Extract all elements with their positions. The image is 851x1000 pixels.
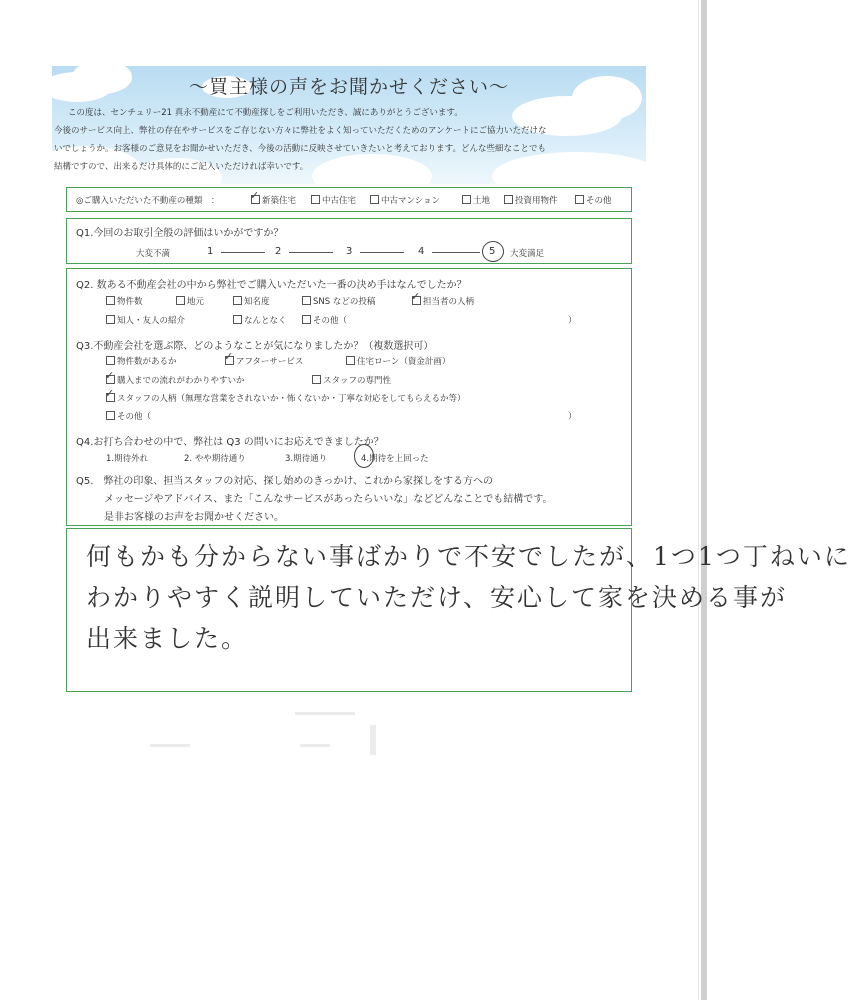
option-label: 担当者の人柄: [423, 297, 475, 307]
option-label: 住宅ローン（資金計画）: [357, 357, 451, 367]
option-label: 物件数: [117, 297, 143, 307]
option-label: 中古マンション: [381, 196, 441, 206]
checkbox[interactable]: [370, 195, 379, 204]
q3-option-checked[interactable]: [224, 350, 304, 367]
handwritten-line: 何もかも分からない事ばかりで不安でしたが、1つ1つ丁ねいに: [86, 542, 851, 571]
q2-option[interactable]: [233, 295, 270, 307]
option-label: アフターサービス: [236, 357, 304, 367]
q5-line: メッセージやアドバイス、また「こんなサービスがあったらいいな」などどんなことでも結構です。: [104, 494, 553, 505]
scale-line: [221, 252, 265, 253]
bleed-through-mark: [300, 744, 330, 747]
q5-line: 是非お客様のお声をお聞かせください。: [104, 512, 284, 523]
q2-question: Q2. 数ある不動産会社の中から弊社でご購入いただいた一番の決め手はなんでしたか？: [76, 280, 467, 291]
property-option-land[interactable]: [462, 194, 490, 206]
selection-circle: [354, 444, 374, 468]
handwritten-line: わかりやすく説明していただけ、安心して家を決める事が: [86, 583, 788, 612]
bleed-through-mark: [150, 744, 190, 747]
q1-scale-5[interactable]: 5: [489, 246, 496, 257]
option-label: 知名度: [244, 297, 270, 307]
q2-option[interactable]: [233, 314, 287, 326]
q3-option[interactable]: [106, 355, 177, 367]
checkbox[interactable]: [302, 296, 311, 305]
q1-question: Q1.今回のお取引全般の評価はいかがですか？: [76, 228, 284, 239]
option-label: 地元: [187, 297, 205, 307]
option-label: 中古住宅: [322, 196, 357, 206]
q4-option-selected[interactable]: 4.期待を上回った: [361, 454, 429, 464]
checkbox[interactable]: [411, 290, 421, 305]
checkbox[interactable]: [504, 195, 513, 204]
option-label: 土地: [473, 196, 491, 206]
q3-option[interactable]: [312, 374, 391, 386]
check-mark-icon: ✓: [250, 189, 260, 202]
q1-low-label: 大変不満: [136, 249, 171, 259]
property-option-other[interactable]: [575, 194, 612, 206]
scale-line: [432, 252, 480, 253]
check-mark-icon: ✓: [411, 290, 421, 303]
checkbox[interactable]: [105, 387, 115, 402]
checkbox[interactable]: [224, 350, 234, 365]
page-title: ～買主様の声をお聞かせください～: [188, 76, 509, 98]
checkbox[interactable]: [105, 369, 115, 384]
checkbox[interactable]: [106, 356, 115, 365]
checkbox[interactable]: [106, 411, 115, 420]
option-label: なんとなく: [244, 316, 287, 326]
q4-option[interactable]: 3.期待通り: [285, 454, 328, 464]
q5-line: Q5. 弊社の印象、担当スタッフの対応、探し始めのきっかけ、これから家探しをする方への: [76, 476, 494, 487]
checkbox[interactable]: [176, 296, 185, 305]
option-label: その他（: [117, 412, 152, 422]
handwritten-line: 出来ました。: [86, 624, 249, 653]
q1-scale-4[interactable]: 4: [418, 246, 425, 257]
checkbox[interactable]: [311, 195, 320, 204]
option-label: 購入までの流れがわかりやすいか: [117, 376, 245, 386]
option-label: その他（: [313, 316, 348, 326]
scan-edge: [701, 0, 707, 1000]
option-label: スタッフの専門性: [323, 376, 392, 386]
q2-option[interactable]: [176, 295, 204, 307]
q4-question: Q4.お打ち合わせの中で、弊社は Q3 の問いにお応えできましたか？: [76, 437, 384, 448]
option-label: スタッフの人柄（無理な営業をされないか・怖くないか・丁寧な対応をしてもらえるか等）: [117, 394, 466, 404]
q3-question: Q3.不動産会社を選ぶ際、どのようなことが気になりましたか？（複数選択可）: [76, 341, 434, 352]
intro-text: [54, 104, 643, 176]
checkbox[interactable]: [106, 296, 115, 305]
checkbox[interactable]: [346, 356, 355, 365]
checkbox[interactable]: [233, 315, 242, 324]
checkbox[interactable]: [250, 189, 260, 204]
intro-line: いでしょうか。お客様のご意見をお聞かせいただき、今後の活動に反映させていきたいと考えております。どんな些細なことでも: [54, 144, 546, 154]
checkbox[interactable]: [302, 315, 311, 324]
option-label: 投資用物件: [515, 196, 558, 206]
option-label: SNS などの投稿: [313, 297, 376, 307]
scale-line: [289, 252, 333, 253]
q2-option-checked[interactable]: [411, 290, 475, 307]
checkbox[interactable]: [233, 296, 242, 305]
option-label: その他: [586, 196, 612, 206]
option-label: 物件数があるか: [117, 357, 177, 367]
q1-scale-3[interactable]: 3: [346, 246, 353, 257]
q4-option[interactable]: 1.期待外れ: [106, 454, 149, 464]
q2-option[interactable]: [302, 295, 375, 307]
check-mark-icon: ✓: [105, 369, 115, 382]
property-type-label: ◎ご購入いただいた不動産の種類 ：: [76, 196, 220, 206]
selection-circle: [482, 241, 504, 262]
intro-line: この度は、センチュリー21 真永不動産にて不動産探しをご利用いただき、誠にありがとうございます。: [68, 108, 463, 118]
q3-option[interactable]: [346, 355, 450, 367]
bleed-through-mark: [370, 725, 376, 755]
option-label: 新築住宅: [262, 196, 297, 206]
checkbox[interactable]: [106, 315, 115, 324]
checkbox[interactable]: [462, 195, 471, 204]
q3-option-checked[interactable]: [105, 387, 466, 404]
q4-option[interactable]: 2. やや期待通り: [184, 454, 246, 464]
property-option-used-house[interactable]: [311, 194, 356, 206]
q3-close-paren: ）: [568, 412, 577, 422]
q3-option-other[interactable]: [106, 410, 151, 422]
q1-scale-1[interactable]: 1: [207, 246, 214, 257]
intro-line: 今後のサービス向上、弊社の存在やサービスをご存じない方々に弊社をよく知っていただくためのアンケートにご協力いただけな: [54, 126, 547, 136]
scale-line: [360, 252, 404, 253]
q1-high-label: 大変満足: [510, 249, 545, 259]
bleed-through-mark: [295, 712, 355, 715]
q2-option[interactable]: [106, 295, 143, 307]
q3-option-checked[interactable]: [105, 369, 245, 386]
checkbox[interactable]: [575, 195, 584, 204]
intro-line: 結構ですので、出来るだけ具体的にご記入いただければ幸いです。: [54, 162, 309, 172]
property-option-new-house[interactable]: [250, 189, 297, 206]
q1-scale-2[interactable]: 2: [275, 246, 282, 257]
scan-edge-line: [698, 0, 699, 1000]
q2-option[interactable]: [106, 314, 185, 326]
checkbox[interactable]: [312, 375, 321, 384]
q2-option-other[interactable]: [302, 314, 347, 326]
q2-close-paren: ）: [568, 316, 577, 326]
option-label: 知人・友人の紹介: [117, 316, 186, 326]
property-option-used-condo[interactable]: [370, 194, 440, 206]
check-mark-icon: ✓: [105, 387, 115, 400]
check-mark-icon: ✓: [224, 350, 234, 363]
property-option-investment[interactable]: [504, 194, 558, 206]
